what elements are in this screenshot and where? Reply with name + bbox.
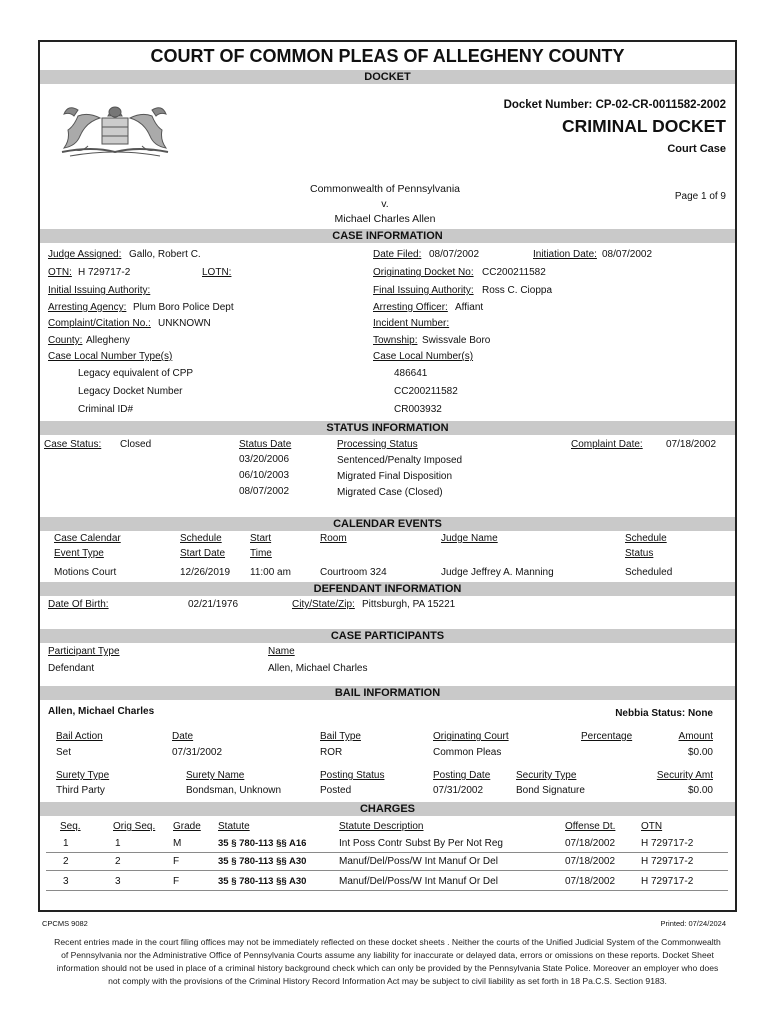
form-id: CPCMS 9082 [42, 919, 88, 928]
charge-description-header: Statute Description [339, 821, 424, 832]
local-number-type: Criminal ID# [78, 404, 134, 415]
charge-description: Manuf/Del/Poss/W Int Manuf Or Del [339, 856, 498, 867]
posting-date-header: Posting Date [433, 770, 491, 781]
county-value: Allegheny [86, 335, 130, 346]
lotn-label: LOTN: [202, 267, 232, 278]
judge-assigned-label: Judge Assigned: [48, 249, 122, 260]
calendar-event-type-header: Event Type [54, 548, 104, 559]
calendar-start-date: 12/26/2019 [180, 567, 231, 578]
final-issuing-authority-value: Ross C. Cioppa [482, 285, 553, 296]
calendar-room-header: Room [320, 533, 347, 544]
docket-number: Docket Number: CP-02-CR-0011582-2002 [503, 99, 726, 111]
complaint-citation-value: UNKNOWN [158, 318, 211, 329]
printed-date: Printed: 07/24/2024 [660, 919, 726, 928]
percentage-header: Percentage [581, 731, 633, 742]
calendar-schedule-date-header: Schedule [180, 533, 222, 544]
calendar-schedule-status-header: Schedule [625, 533, 667, 544]
status-row-processing: Migrated Case (Closed) [337, 487, 443, 498]
docket-type-title: CRIMINAL DOCKET [562, 116, 726, 136]
surety-name: Bondsman, Unknown [186, 785, 282, 796]
charge-statute: 35 § 780-113 §§ A16 [218, 838, 307, 849]
charge-orig-seq: 1 [115, 838, 121, 849]
charge-row-divider [46, 870, 728, 871]
calendar-schedule-date-header: Start Date [180, 548, 226, 559]
originating-court-header: Originating Court [433, 731, 509, 742]
city-state-zip-label: City/State/Zip: [292, 599, 355, 610]
local-number-value: 486641 [394, 368, 428, 379]
charge-otn: H 729717-2 [641, 856, 694, 867]
charge-otn: H 729717-2 [641, 838, 694, 849]
initial-issuing-authority-label: Initial Issuing Authority: [48, 285, 151, 296]
caption-plaintiff: Commonwealth of Pennsylvania [310, 183, 460, 195]
case-status-label: Case Status: [44, 439, 102, 450]
status-row-date: 03/20/2006 [239, 454, 290, 465]
calendar-judge: Judge Jeffrey A. Manning [441, 567, 554, 578]
status-information-bar: STATUS INFORMATION [40, 421, 735, 435]
charge-offense-date-header: Offense Dt. [565, 821, 616, 832]
charge-orig-seq: 2 [115, 856, 121, 867]
nebbia-status: Nebbia Status: None [615, 708, 713, 719]
bail-date-header: Date [172, 731, 194, 742]
bail-amount: $0.00 [687, 747, 713, 758]
final-issuing-authority-label: Final Issuing Authority: [373, 285, 474, 296]
charge-statute-header: Statute [218, 821, 250, 832]
caption-defendant: Michael Charles Allen [334, 213, 436, 225]
case-local-number-header: Case Local Number(s) [373, 351, 474, 362]
charge-orig-seq: 3 [115, 876, 121, 887]
participant-type-header: Participant Type [48, 646, 120, 657]
charge-description: Manuf/Del/Poss/W Int Manuf Or Del [339, 876, 498, 887]
originating-court: Common Pleas [433, 747, 502, 758]
calendar-judge-header: Judge Name [441, 533, 498, 544]
township-label: Township: [373, 335, 418, 346]
local-number-value: CR003932 [394, 404, 442, 415]
arresting-agency-value: Plum Boro Police Dept [133, 302, 234, 313]
caption-versus: v. [381, 198, 389, 210]
charge-orig-seq-header: Orig Seq. [113, 821, 156, 832]
status-row-processing: Migrated Final Disposition [337, 471, 453, 482]
originating-docket-value: CC200211582 [482, 267, 546, 278]
charge-grade: M [173, 838, 182, 849]
status-row-processing: Sentenced/Penalty Imposed [337, 455, 463, 466]
date-of-birth-value: 02/21/1976 [188, 599, 239, 610]
processing-status-header: Processing Status [337, 439, 418, 450]
date-filed-value: 08/07/2002 [429, 249, 480, 260]
surety-name-header: Surety Name [186, 770, 245, 781]
calendar-event-type: Motions Court [54, 567, 117, 578]
court-title: COURT OF COMMON PLEAS OF ALLEGHENY COUNTY [150, 46, 625, 66]
city-state-zip-value: Pittsburgh, PA 15221 [362, 599, 456, 610]
charge-seq: 2 [63, 856, 69, 867]
posting-status: Posted [320, 785, 352, 796]
charge-statute: 35 § 780-113 §§ A30 [218, 876, 307, 887]
county-label: County: [48, 335, 83, 346]
status-row-date: 08/07/2002 [239, 486, 290, 497]
charge-seq: 1 [63, 838, 69, 849]
security-amount: $0.00 [687, 785, 713, 796]
local-number-type: Legacy equivalent of CPP [78, 368, 194, 379]
security-type: Bond Signature [516, 785, 585, 796]
charge-row-divider [46, 890, 728, 891]
charge-grade: F [173, 856, 180, 867]
case-status-value: Closed [120, 439, 152, 450]
date-of-birth-label: Date Of Birth: [48, 599, 109, 610]
complaint-date-value: 07/18/2002 [666, 439, 717, 450]
bail-type: ROR [320, 747, 343, 758]
docket-bar: DOCKET [40, 70, 735, 84]
otn-value: H 729717-2 [78, 267, 131, 278]
judge-assigned-value: Gallo, Robert C. [129, 249, 201, 260]
surety-type-header: Surety Type [56, 770, 110, 781]
bail-type-header: Bail Type [320, 731, 361, 742]
incident-number-label: Incident Number: [373, 318, 450, 329]
originating-docket-label: Originating Docket No: [373, 267, 474, 278]
posting-date: 07/31/2002 [433, 785, 484, 796]
security-amt-header: Security Amt [656, 770, 713, 781]
charge-offense-date: 07/18/2002 [565, 856, 616, 867]
charge-grade-header: Grade [173, 821, 201, 832]
calendar-start-time-header: Start [250, 533, 272, 544]
case-information-bar: CASE INFORMATION [40, 229, 735, 243]
charge-seq-header: Seq. [60, 821, 81, 832]
initiation-date-label: Initiation Date: [533, 249, 597, 260]
bail-information-bar: BAIL INFORMATION [40, 686, 735, 700]
local-number-value: CC200211582 [394, 386, 458, 397]
status-date-header: Status Date [239, 439, 292, 450]
pennsylvania-seal-icon [48, 94, 183, 162]
participant-name-header: Name [268, 646, 295, 657]
bail-party-name: Allen, Michael Charles [48, 706, 155, 717]
complaint-citation-label: Complaint/Citation No.: [48, 318, 151, 329]
calendar-room: Courtroom 324 [320, 567, 387, 578]
charge-seq: 3 [63, 876, 69, 887]
calendar-schedule-status-header: Status [625, 548, 654, 559]
initiation-date-value: 08/07/2002 [602, 249, 653, 260]
charge-offense-date: 07/18/2002 [565, 876, 616, 887]
charge-otn: H 729717-2 [641, 876, 694, 887]
charge-statute: 35 § 780-113 §§ A30 [218, 856, 307, 867]
page-number: Page 1 of 9 [674, 191, 726, 202]
otn-label: OTN: [48, 267, 72, 278]
amount-header: Amount [678, 731, 713, 742]
case-type-label: Court Case [667, 143, 726, 155]
case-local-number-type-header: Case Local Number Type(s) [48, 351, 173, 362]
complaint-date-label: Complaint Date: [571, 439, 643, 450]
bail-date: 07/31/2002 [172, 747, 223, 758]
charge-description: Int Poss Contr Subst By Per Not Reg [339, 838, 503, 849]
charge-otn-header: OTN [641, 821, 663, 832]
calendar-schedule-status: Scheduled [625, 567, 673, 578]
bail-action: Set [56, 747, 72, 758]
participant-name: Allen, Michael Charles [268, 663, 368, 674]
calendar-event-type-header: Case Calendar [54, 533, 121, 544]
posting-status-header: Posting Status [320, 770, 385, 781]
disclaimer-notice: Recent entries made in the court filing offices may not be immediately reflected on these docket sheets . Neither the courts of the Unified Judicial System of the Commonwealth of Pennsylvania nor the Administrative Office of Pennsylvania Courts assume any liability for inaccurate or delayed data, errors or omissions on these reports. Docket Sheet information should not be used in place of a criminal history background check which can only be provided by the Pennsylvania State Police. Moreover an employer who does not comply with the provisions of the Criminal History Record Information Act may be subject to civil liability as set forth in 18 Pa.C.S. Section 9183. [54, 937, 721, 986]
charge-row-divider [46, 852, 728, 853]
calendar-events-bar: CALENDAR EVENTS [40, 517, 735, 531]
charge-grade: F [173, 876, 180, 887]
date-filed-label: Date Filed: [373, 249, 422, 260]
arresting-agency-label: Arresting Agency: [48, 302, 127, 313]
case-participants-bar: CASE PARTICIPANTS [40, 629, 735, 643]
calendar-start-time: 11:00 am [250, 567, 291, 578]
arresting-officer-value: Affiant [455, 302, 484, 313]
defendant-information-bar: DEFENDANT INFORMATION [40, 582, 735, 596]
participant-type: Defendant [48, 663, 95, 674]
calendar-start-time-header: Time [250, 548, 272, 559]
surety-type: Third Party [56, 785, 105, 796]
township-value: Swissvale Boro [422, 335, 491, 346]
bail-action-header: Bail Action [56, 731, 103, 742]
charges-bar: CHARGES [40, 802, 735, 816]
charge-offense-date: 07/18/2002 [565, 838, 616, 849]
local-number-type: Legacy Docket Number [78, 386, 183, 397]
status-row-date: 06/10/2003 [239, 470, 290, 481]
security-type-header: Security Type [516, 770, 577, 781]
arresting-officer-label: Arresting Officer: [373, 302, 448, 313]
